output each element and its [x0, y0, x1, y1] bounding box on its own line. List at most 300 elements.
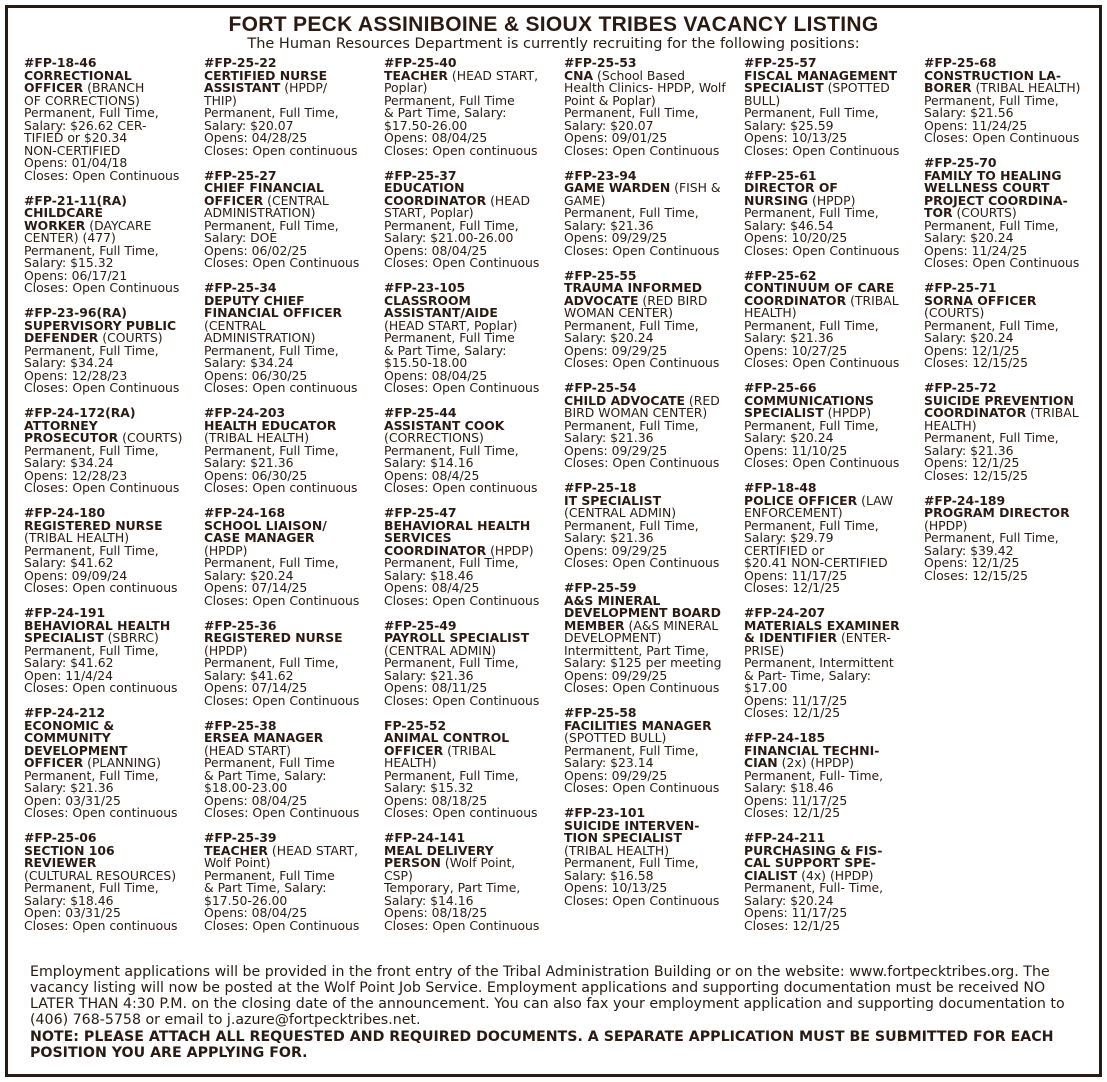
vacancy-id: #FP-25-34	[204, 280, 277, 295]
vacancy-title-line: REGISTERED NURSE	[24, 517, 163, 533]
listing-column-3	[384, 57, 560, 945]
vacancy-entry	[744, 382, 920, 470]
vacancy-detail: Open: 03/31/25	[24, 905, 121, 920]
vacancy-detail: CERTIFIED or	[744, 542, 825, 558]
vacancy-detail: & Part- Time, Salary:	[744, 667, 871, 683]
vacancy-id: #FP-24-185	[744, 730, 826, 745]
vacancy-detail: Salary: $20.07	[564, 117, 654, 133]
vacancy-detail: Salary: $41.62	[24, 655, 114, 670]
vacancy-detail: Opens: 08/04/25	[384, 130, 488, 145]
vacancy-detail: Closes: Open continuous	[204, 142, 358, 158]
vacancy-title-line: PERSON (Wolf Point,	[384, 855, 516, 870]
vacancy-id: #FP-24-189	[924, 492, 1006, 508]
vacancy-detail: & Part Time, Salary:	[384, 105, 507, 120]
vacancy-detail: Permanent, Full Time,	[24, 342, 159, 358]
vacancy-id: #FP-25-47	[384, 505, 457, 520]
vacancy-title-line: PRISE)	[744, 642, 785, 658]
vacancy-detail: Permanent, Full Time,	[204, 217, 339, 233]
vacancy-title-line: WOMAN CENTER)	[564, 305, 673, 320]
vacancy-title-line: WELLNESS COURT	[924, 180, 1050, 195]
vacancy-title-line: PROSECUTOR (COURTS)	[24, 430, 183, 445]
vacancy-entry	[24, 707, 200, 820]
vacancy-title-line: CASE MANAGER	[204, 530, 315, 545]
vacancy-detail: Closes: 12/15/25	[924, 567, 1028, 583]
vacancy-detail: Opens: 09/09/24	[24, 567, 128, 583]
vacancy-id: #FP-25-06	[24, 830, 97, 845]
vacancy-detail: Salary: $18.46	[24, 892, 114, 908]
vacancy-detail: Opens: 09/29/25	[564, 542, 668, 558]
vacancy-entry	[744, 607, 920, 720]
vacancy-entry	[564, 707, 740, 795]
note-warning: NOTE: PLEASE ATTACH ALL REQUESTED AND REQUIRED DOCUMENTS. A SEPARATE APPLICATION MUST BE SUBMITTED FOR EACH POSITION YOU ARE APPLYING FOR.	[30, 1029, 1054, 1062]
vacancy-detail: Salary: $26.62 CER-	[24, 117, 147, 133]
vacancy-entry	[924, 382, 1100, 482]
vacancy-title-line: OF CORRECTIONS)	[24, 92, 140, 108]
vacancy-title-line: TION SPECIALIST	[564, 830, 682, 845]
vacancy-entry	[24, 832, 200, 932]
vacancy-detail: Permanent, Full Time,	[384, 655, 519, 670]
vacancy-entry	[204, 617, 380, 708]
vacancy-title-line: (COURTS)	[924, 305, 985, 320]
vacancy-title-line: HEALTH)	[744, 305, 797, 320]
vacancy-detail: Salary: $34.24	[204, 355, 294, 370]
vacancy-detail: Salary: $15.32	[24, 255, 114, 270]
vacancy-title-line: Wolf Point)	[204, 855, 271, 870]
vacancy-detail: Permanent, Full Time,	[24, 542, 159, 558]
vacancy-detail: Opens: 07/14/25	[204, 580, 308, 595]
vacancy-entry	[744, 832, 920, 932]
vacancy-title-line: SPECIALIST (SBRRC)	[24, 630, 159, 645]
vacancy-detail: Permanent, Full Time,	[564, 517, 699, 533]
vacancy-title-line: (CENTRAL ADMIN)	[384, 642, 497, 658]
vacancy-detail: Opens: 08/4/25	[384, 467, 480, 483]
vacancy-detail: Salary: $21.36	[924, 442, 1014, 458]
vacancy-detail: Salary: $20.24	[204, 567, 294, 583]
vacancy-detail: & Part Time, Salary:	[204, 767, 327, 783]
vacancy-title-line: CSP)	[384, 867, 413, 883]
vacancy-id: #FP-24-172(RA)	[24, 405, 136, 420]
vacancy-detail: $17.00	[744, 680, 788, 695]
vacancy-title-line: Point & Poplar)	[564, 92, 656, 108]
vacancy-title-line: (CENTRAL	[204, 317, 266, 333]
page-subtitle: The Human Resources Department is currently recruiting for the following positions:	[247, 36, 860, 52]
vacancy-detail: Closes: Open continuous	[204, 480, 358, 495]
vacancy-id: #FP-25-59	[564, 580, 637, 595]
vacancy-entry	[384, 507, 560, 607]
vacancy-detail: Opens: 08/4/25	[384, 580, 480, 595]
vacancy-detail: Closes: 12/15/25	[924, 355, 1028, 370]
vacancy-detail: Permanent, Full Time,	[384, 767, 519, 783]
vacancy-title-line: SPECIALIST (SPOTTED	[744, 80, 890, 95]
vacancy-entry	[204, 282, 380, 395]
vacancy-detail: Closes: Open Continuous	[564, 780, 720, 795]
vacancy-detail: Salary: $20.24	[924, 330, 1014, 345]
vacancy-title-line: THIP)	[204, 92, 237, 108]
vacancy-entry	[24, 57, 200, 182]
vacancy-title-line: SPECIALIST (HPDP)	[744, 405, 872, 420]
vacancy-detail: $17.50-26.00	[384, 117, 468, 133]
vacancy-detail: Permanent, Full Time,	[744, 105, 879, 120]
vacancy-entry	[564, 482, 740, 570]
vacancy-title-line: HEALTH)	[924, 417, 977, 433]
vacancy-id: #FP-25-38	[204, 717, 277, 733]
vacancy-entry	[24, 507, 200, 595]
vacancy-detail: Opens: 12/1/25	[924, 455, 1020, 470]
vacancy-title-line: ERSEA MANAGER	[204, 730, 324, 745]
vacancy-id: #FP-25-53	[564, 55, 637, 70]
vacancy-title-line: (HPDP)	[924, 517, 968, 533]
vacancy-title-line: CHILDCARE	[24, 205, 103, 220]
vacancy-id: #FP-21-11(RA)	[24, 192, 127, 208]
vacancy-id: #FP-18-48	[744, 480, 817, 495]
vacancy-detail: Closes: Open Continuous	[564, 142, 720, 158]
vacancy-detail: Closes: Open Continuous	[564, 892, 720, 908]
vacancy-title-line: & IDENTIFIER (ENTER-	[744, 630, 891, 645]
listing-column-4	[564, 57, 740, 920]
vacancy-id: #FP-25-62	[744, 267, 817, 283]
vacancy-detail: Opens: 09/29/25	[564, 442, 668, 458]
vacancy-detail: Closes: Open continuous	[24, 917, 178, 933]
vacancy-entry	[384, 407, 560, 495]
vacancy-detail: Salary: $21.36	[744, 330, 834, 345]
vacancy-title-line: ATTORNEY	[24, 417, 98, 433]
vacancy-detail: Opens: 06/30/25	[204, 467, 308, 483]
vacancy-detail: & Part Time, Salary:	[384, 342, 507, 358]
vacancy-detail: Opens: 09/29/25	[564, 342, 668, 358]
vacancy-id: #FP-25-70	[924, 155, 997, 170]
vacancy-detail: Permanent, Full Time,	[204, 442, 339, 458]
vacancy-title-line: DEVELOPMENT BOARD	[564, 605, 721, 620]
vacancy-detail: Salary: $39.42	[924, 542, 1014, 558]
vacancy-title-line: COMMUNICATIONS	[744, 392, 874, 408]
vacancy-title-line: (SPOTTED BULL)	[564, 730, 667, 745]
vacancy-detail: Salary: $21.36	[564, 430, 654, 445]
vacancy-title-line: PROGRAM DIRECTOR	[924, 505, 1070, 520]
vacancy-detail: Opens: 08/04/25	[384, 367, 488, 383]
vacancy-detail: $20.41 NON-CERTIFIED	[744, 555, 888, 570]
vacancy-title-line: (TRIBAL HEALTH)	[204, 430, 310, 445]
vacancy-title-line: PAYROLL SPECIALIST	[384, 630, 530, 645]
vacancy-title-line: CHILD ADVOCATE (RED	[564, 392, 720, 408]
vacancy-detail: Salary: $41.62	[24, 555, 114, 570]
vacancy-entry	[384, 832, 560, 932]
page-title: FORT PECK ASSINIBOINE & SIOUX TRIBES VACANCY LISTING	[228, 13, 879, 36]
vacancy-detail: Permanent, Full Time,	[204, 555, 339, 570]
vacancy-title-line: (CORRECTIONS)	[384, 430, 484, 445]
vacancy-title-line: TOR (COURTS)	[924, 205, 1017, 220]
vacancy-detail: Closes: Open Continuous	[204, 255, 360, 270]
vacancy-detail: Permanent, Full Time	[384, 330, 515, 345]
vacancy-id: #FP-25-61	[744, 167, 817, 183]
vacancy-detail: Open: 11/4/24	[24, 667, 113, 683]
vacancy-title-line: SUICIDE INTERVEN-	[564, 817, 700, 833]
vacancy-entry	[384, 617, 560, 708]
vacancy-title-line: SERVICES	[384, 530, 452, 545]
vacancy-detail: $15.50-18.00	[384, 355, 468, 370]
vacancy-entry	[744, 267, 920, 370]
vacancy-detail: Closes: Open Continuous	[384, 692, 540, 708]
vacancy-detail: Intermittent, Part Time,	[564, 642, 709, 658]
vacancy-detail: Permanent, Full Time,	[564, 742, 699, 758]
vacancy-title-line: DIRECTOR OF	[744, 180, 838, 195]
vacancy-detail: Opens: 09/29/25	[564, 767, 668, 783]
vacancy-id: #FP-25-58	[564, 705, 637, 720]
vacancy-title-line: OFFICER (PLANNING)	[24, 755, 161, 770]
vacancy-detail: Closes: 12/1/25	[744, 580, 841, 595]
vacancy-id: #FP-24-203	[204, 405, 286, 420]
vacancy-detail: Opens: 10/13/25	[564, 880, 668, 895]
vacancy-detail: Salary: $46.54	[744, 217, 834, 233]
vacancy-detail: Permanent, Full Time,	[384, 442, 519, 458]
vacancy-detail: Closes: Open Continuous	[744, 242, 900, 258]
vacancy-title-line: (TRIBAL HEALTH)	[564, 842, 670, 858]
vacancy-detail: Opens: 12/1/25	[924, 342, 1020, 358]
vacancy-detail: Salary: $18.46	[384, 567, 474, 583]
vacancy-detail: Opens: 08/18/25	[384, 792, 488, 808]
vacancy-detail: Opens: 11/17/25	[744, 567, 848, 583]
vacancy-title-line: TRAUMA INFORMED	[564, 280, 703, 295]
vacancy-title-line: ADVOCATE (RED BIRD	[564, 292, 708, 308]
vacancy-detail: Permanent, Full Time,	[564, 317, 699, 333]
vacancy-detail: Permanent, Full Time,	[204, 655, 339, 670]
vacancy-title-line: SECTION 106	[24, 842, 115, 858]
vacancy-id: #FP-23-94	[564, 167, 637, 183]
vacancy-title-line: TEACHER (HEAD START,	[204, 842, 359, 858]
vacancy-title-line: CAL SUPPORT SPE-	[744, 855, 876, 870]
vacancy-detail: Salary: $29.79	[744, 530, 834, 545]
vacancy-detail: Temporary, Part Time,	[384, 880, 521, 895]
listing-column-2	[204, 57, 380, 945]
vacancy-detail: Permanent, Intermittent	[744, 655, 894, 670]
vacancy-detail: Salary: $23.14	[564, 755, 654, 770]
vacancy-title-line: CHIEF FINANCIAL	[204, 180, 324, 195]
vacancy-title-line: FACILITIES MANAGER	[564, 717, 712, 733]
vacancy-title-line: Health Clinics- HPDP, Wolf	[564, 80, 726, 95]
vacancy-title-line: NURSING (HPDP)	[744, 192, 856, 208]
vacancy-entry	[24, 607, 200, 695]
vacancy-detail: $18.00-23.00	[204, 780, 288, 795]
vacancy-title-line: SUICIDE PREVENTION	[924, 392, 1074, 408]
vacancy-detail: Salary: $21.36	[564, 530, 654, 545]
vacancy-title-line: A&S MINERAL	[564, 592, 661, 608]
footer	[30, 964, 1080, 1062]
vacancy-title-line: ASSISTANT/AIDE	[384, 305, 498, 320]
vacancy-detail: Opens: 11/17/25	[744, 905, 848, 920]
vacancy-detail: Permanent, Full Time,	[744, 205, 879, 220]
vacancy-detail: Opens: 08/04/25	[204, 792, 308, 808]
vacancy-title-line: ANIMAL CONTROL	[384, 730, 510, 745]
vacancy-title-line: GAME WARDEN (FISH &	[564, 180, 721, 195]
vacancy-detail: Closes: Open Continuous	[24, 280, 180, 295]
vacancy-detail: Permanent, Full Time,	[564, 855, 699, 870]
vacancy-title-line: EDUCATION	[384, 180, 465, 195]
vacancy-detail: Permanent, Full Time,	[924, 430, 1059, 445]
vacancy-detail: Permanent, Full- Time,	[744, 767, 884, 783]
vacancy-detail: Closes: Open Continuous	[384, 917, 540, 933]
vacancy-id: #FP-24-141	[384, 830, 466, 845]
vacancy-title-line: COORDINATOR (TRIBAL	[744, 292, 899, 308]
vacancy-title-line: OFFICER (TRIBAL	[384, 742, 496, 758]
vacancy-detail: Permanent, Full Time,	[564, 105, 699, 120]
vacancy-title-line: (HEAD START, Poplar)	[384, 317, 518, 333]
vacancy-detail: Salary: $21.36	[564, 217, 654, 233]
vacancy-title-line: MATERIALS EXAMINER	[744, 617, 900, 633]
vacancy-title-line: PROJECT COORDINA-	[924, 192, 1068, 208]
vacancy-id: #FP-25-55	[564, 267, 637, 283]
vacancy-title-line: COORDINATOR (HPDP)	[384, 542, 534, 558]
vacancy-detail: Permanent, Full Time,	[744, 317, 879, 333]
vacancy-title-line: DEFENDER (COURTS)	[24, 330, 163, 345]
vacancy-detail: Salary: $21.36	[204, 455, 294, 470]
vacancy-detail: Permanent, Full Time,	[564, 417, 699, 433]
vacancy-detail: Closes: Open Continuous	[564, 455, 720, 470]
vacancy-detail: Closes: Open continuous	[384, 142, 538, 158]
listing-column-6	[924, 57, 1100, 595]
vacancy-detail: Closes: Open Continuous	[744, 355, 900, 370]
vacancy-title-line: BEHAVIORAL HEALTH	[24, 617, 171, 633]
vacancy-detail: Permanent, Full Time,	[384, 555, 519, 570]
vacancy-detail: Opens: 10/20/25	[744, 230, 848, 245]
vacancy-entry	[744, 732, 920, 820]
vacancy-title-line: ENFORCEMENT)	[744, 505, 843, 520]
vacancy-detail: Closes: Open Continuous	[924, 255, 1080, 270]
listing-column-5	[744, 57, 920, 945]
vacancy-title-line: FISCAL MANAGEMENT	[744, 67, 898, 83]
vacancy-detail: Closes: Open continuous	[204, 380, 358, 395]
vacancy-detail: Salary: $21.36	[24, 780, 114, 795]
vacancy-id: #FP-18-46	[24, 55, 97, 70]
vacancy-detail: Opens: 10/13/25	[744, 130, 848, 145]
vacancy-detail: Opens: 06/02/25	[204, 242, 308, 258]
vacancy-detail: Closes: Open Continuous	[204, 692, 360, 708]
vacancy-entry	[384, 167, 560, 270]
vacancy-detail: Opens: 12/28/23	[24, 367, 128, 383]
vacancy-detail: Permanent, Full Time,	[24, 767, 159, 783]
vacancy-id: #FP-25-27	[204, 167, 277, 183]
vacancy-title-line: REVIEWER	[24, 855, 97, 870]
vacancy-title-line: SORNA OFFICER	[924, 292, 1037, 308]
listing-column-1	[24, 57, 200, 945]
vacancy-detail: Permanent, Full Time,	[924, 217, 1059, 233]
vacancy-id: FP-25-52	[384, 717, 447, 733]
vacancy-detail: Closes: 12/1/25	[744, 805, 841, 820]
vacancy-title-line: CIAN (2x) (HPDP)	[744, 755, 854, 770]
vacancy-detail: Closes: Open Continuous	[384, 255, 540, 270]
vacancy-entry	[564, 57, 740, 157]
vacancy-title-line: REGISTERED NURSE	[204, 630, 343, 645]
vacancy-detail: Salary: $20.07	[204, 117, 294, 133]
vacancy-detail: Closes: Open Continuous	[564, 680, 720, 695]
vacancy-detail: Opens: 06/30/25	[204, 367, 308, 383]
vacancy-detail: Closes: Open continuous	[384, 480, 538, 495]
vacancy-detail: Closes: Open Continuous	[384, 380, 540, 395]
vacancy-id: #FP-24-211	[744, 830, 826, 845]
vacancy-detail: Open: 03/31/25	[24, 792, 121, 808]
vacancy-detail: Permanent, Full Time,	[24, 880, 159, 895]
vacancy-entry	[384, 282, 560, 395]
vacancy-entry	[924, 57, 1100, 145]
vacancy-id: #FP-24-180	[24, 505, 106, 520]
vacancy-detail: Closes: Open Continuous	[744, 455, 900, 470]
vacancy-detail: Closes: Open Continuous	[204, 805, 360, 820]
vacancy-detail: Permanent, Full Time,	[24, 642, 159, 658]
vacancy-id: #FP-25-39	[204, 830, 277, 845]
vacancy-detail: Opens: 09/29/25	[564, 667, 668, 683]
vacancy-entry	[744, 167, 920, 258]
vacancy-detail: Opens: 10/27/25	[744, 342, 848, 358]
vacancy-detail: Opens: 12/28/23	[24, 467, 128, 483]
vacancy-title-line: CONSTRUCTION LA-	[924, 67, 1061, 83]
vacancy-detail: Permanent, Full Time	[384, 92, 515, 108]
vacancy-detail: Salary: $34.24	[24, 355, 114, 370]
vacancy-detail: Opens: 06/17/21	[24, 267, 128, 283]
vacancy-title-line: FINANCIAL TECHNI-	[744, 742, 880, 758]
vacancy-title-line: (HPDP)	[204, 642, 248, 658]
vacancy-detail: Salary: $14.16	[384, 455, 474, 470]
vacancy-title-line: ASSISTANT (HPDP/	[204, 80, 328, 95]
vacancy-entry	[204, 832, 380, 932]
vacancy-title-line: HEALTH)	[384, 755, 437, 770]
vacancy-detail: Salary: $41.62	[204, 667, 294, 683]
vacancy-detail: Permanent, Full Time,	[24, 105, 159, 120]
vacancy-title-line: (HEAD START)	[204, 742, 291, 758]
vacancy-entry	[204, 167, 380, 270]
vacancy-entry	[384, 717, 560, 820]
vacancy-detail: Closes: Open Continuous	[564, 242, 720, 258]
vacancy-id: #FP-25-40	[384, 55, 457, 70]
vacancy-detail: Salary: $20.24	[744, 892, 834, 908]
vacancy-entry	[24, 192, 200, 295]
vacancy-title-line: PURCHASING & FIS-	[744, 842, 883, 858]
vacancy-title-line: ECONOMIC &	[24, 717, 115, 733]
vacancy-title-line: OFFICER (CENTRAL	[204, 192, 329, 208]
vacancy-detail: Permanent, Full Time	[204, 867, 335, 883]
vacancy-title-line: START, Poplar)	[384, 205, 474, 220]
vacancy-id: #FP-25-18	[564, 480, 637, 495]
vacancy-detail: $17.50-26.00	[204, 892, 288, 908]
vacancy-detail: Salary: DOE	[204, 230, 278, 245]
vacancy-detail: Closes: Open continuous	[24, 580, 178, 595]
vacancy-title-line: SUPERVISORY PUBLIC	[24, 317, 177, 333]
vacancy-detail: Closes: Open continuous	[384, 805, 538, 820]
vacancy-title-line: POLICE OFFICER (LAW	[744, 492, 894, 508]
vacancy-detail: Salary: $125 per meeting	[564, 655, 722, 670]
vacancy-detail: Opens: 11/24/25	[924, 117, 1028, 133]
vacancy-entry	[564, 382, 740, 470]
vacancy-title-line: COORDINATOR (HEAD	[384, 192, 531, 208]
vacancy-detail: Salary: $20.24	[564, 330, 654, 345]
vacancy-title-line: MEAL DELIVERY	[384, 842, 494, 858]
vacancy-detail: Opens: 09/29/25	[564, 230, 668, 245]
vacancy-id: #FP-25-22	[204, 55, 277, 70]
vacancy-title-line: COORDINATOR (TRIBAL	[924, 405, 1079, 420]
vacancy-detail: Closes: Open Continuous	[204, 592, 360, 608]
vacancy-title-line: OFFICER (BRANCH	[24, 80, 145, 95]
vacancy-title-line: (CENTRAL ADMIN)	[564, 505, 677, 520]
vacancy-detail: Closes: 12/15/25	[924, 467, 1028, 483]
vacancy-title-line: COMMUNITY	[24, 730, 111, 745]
vacancy-detail: Closes: Open Continuous	[24, 380, 180, 395]
vacancy-detail: Salary: $18.46	[744, 780, 834, 795]
vacancy-detail: Closes: Open Continuous	[24, 480, 180, 495]
vacancy-title-line: DEVELOPMENT	[24, 742, 128, 758]
vacancy-detail: Permanent, Full Time,	[924, 317, 1059, 333]
vacancy-detail: Closes: Open Continuous	[744, 142, 900, 158]
vacancy-detail: Closes: Open Continuous	[564, 555, 720, 570]
vacancy-entry	[744, 482, 920, 595]
vacancy-entry	[744, 57, 920, 157]
vacancy-title-line: CNA (School Based	[564, 67, 685, 83]
